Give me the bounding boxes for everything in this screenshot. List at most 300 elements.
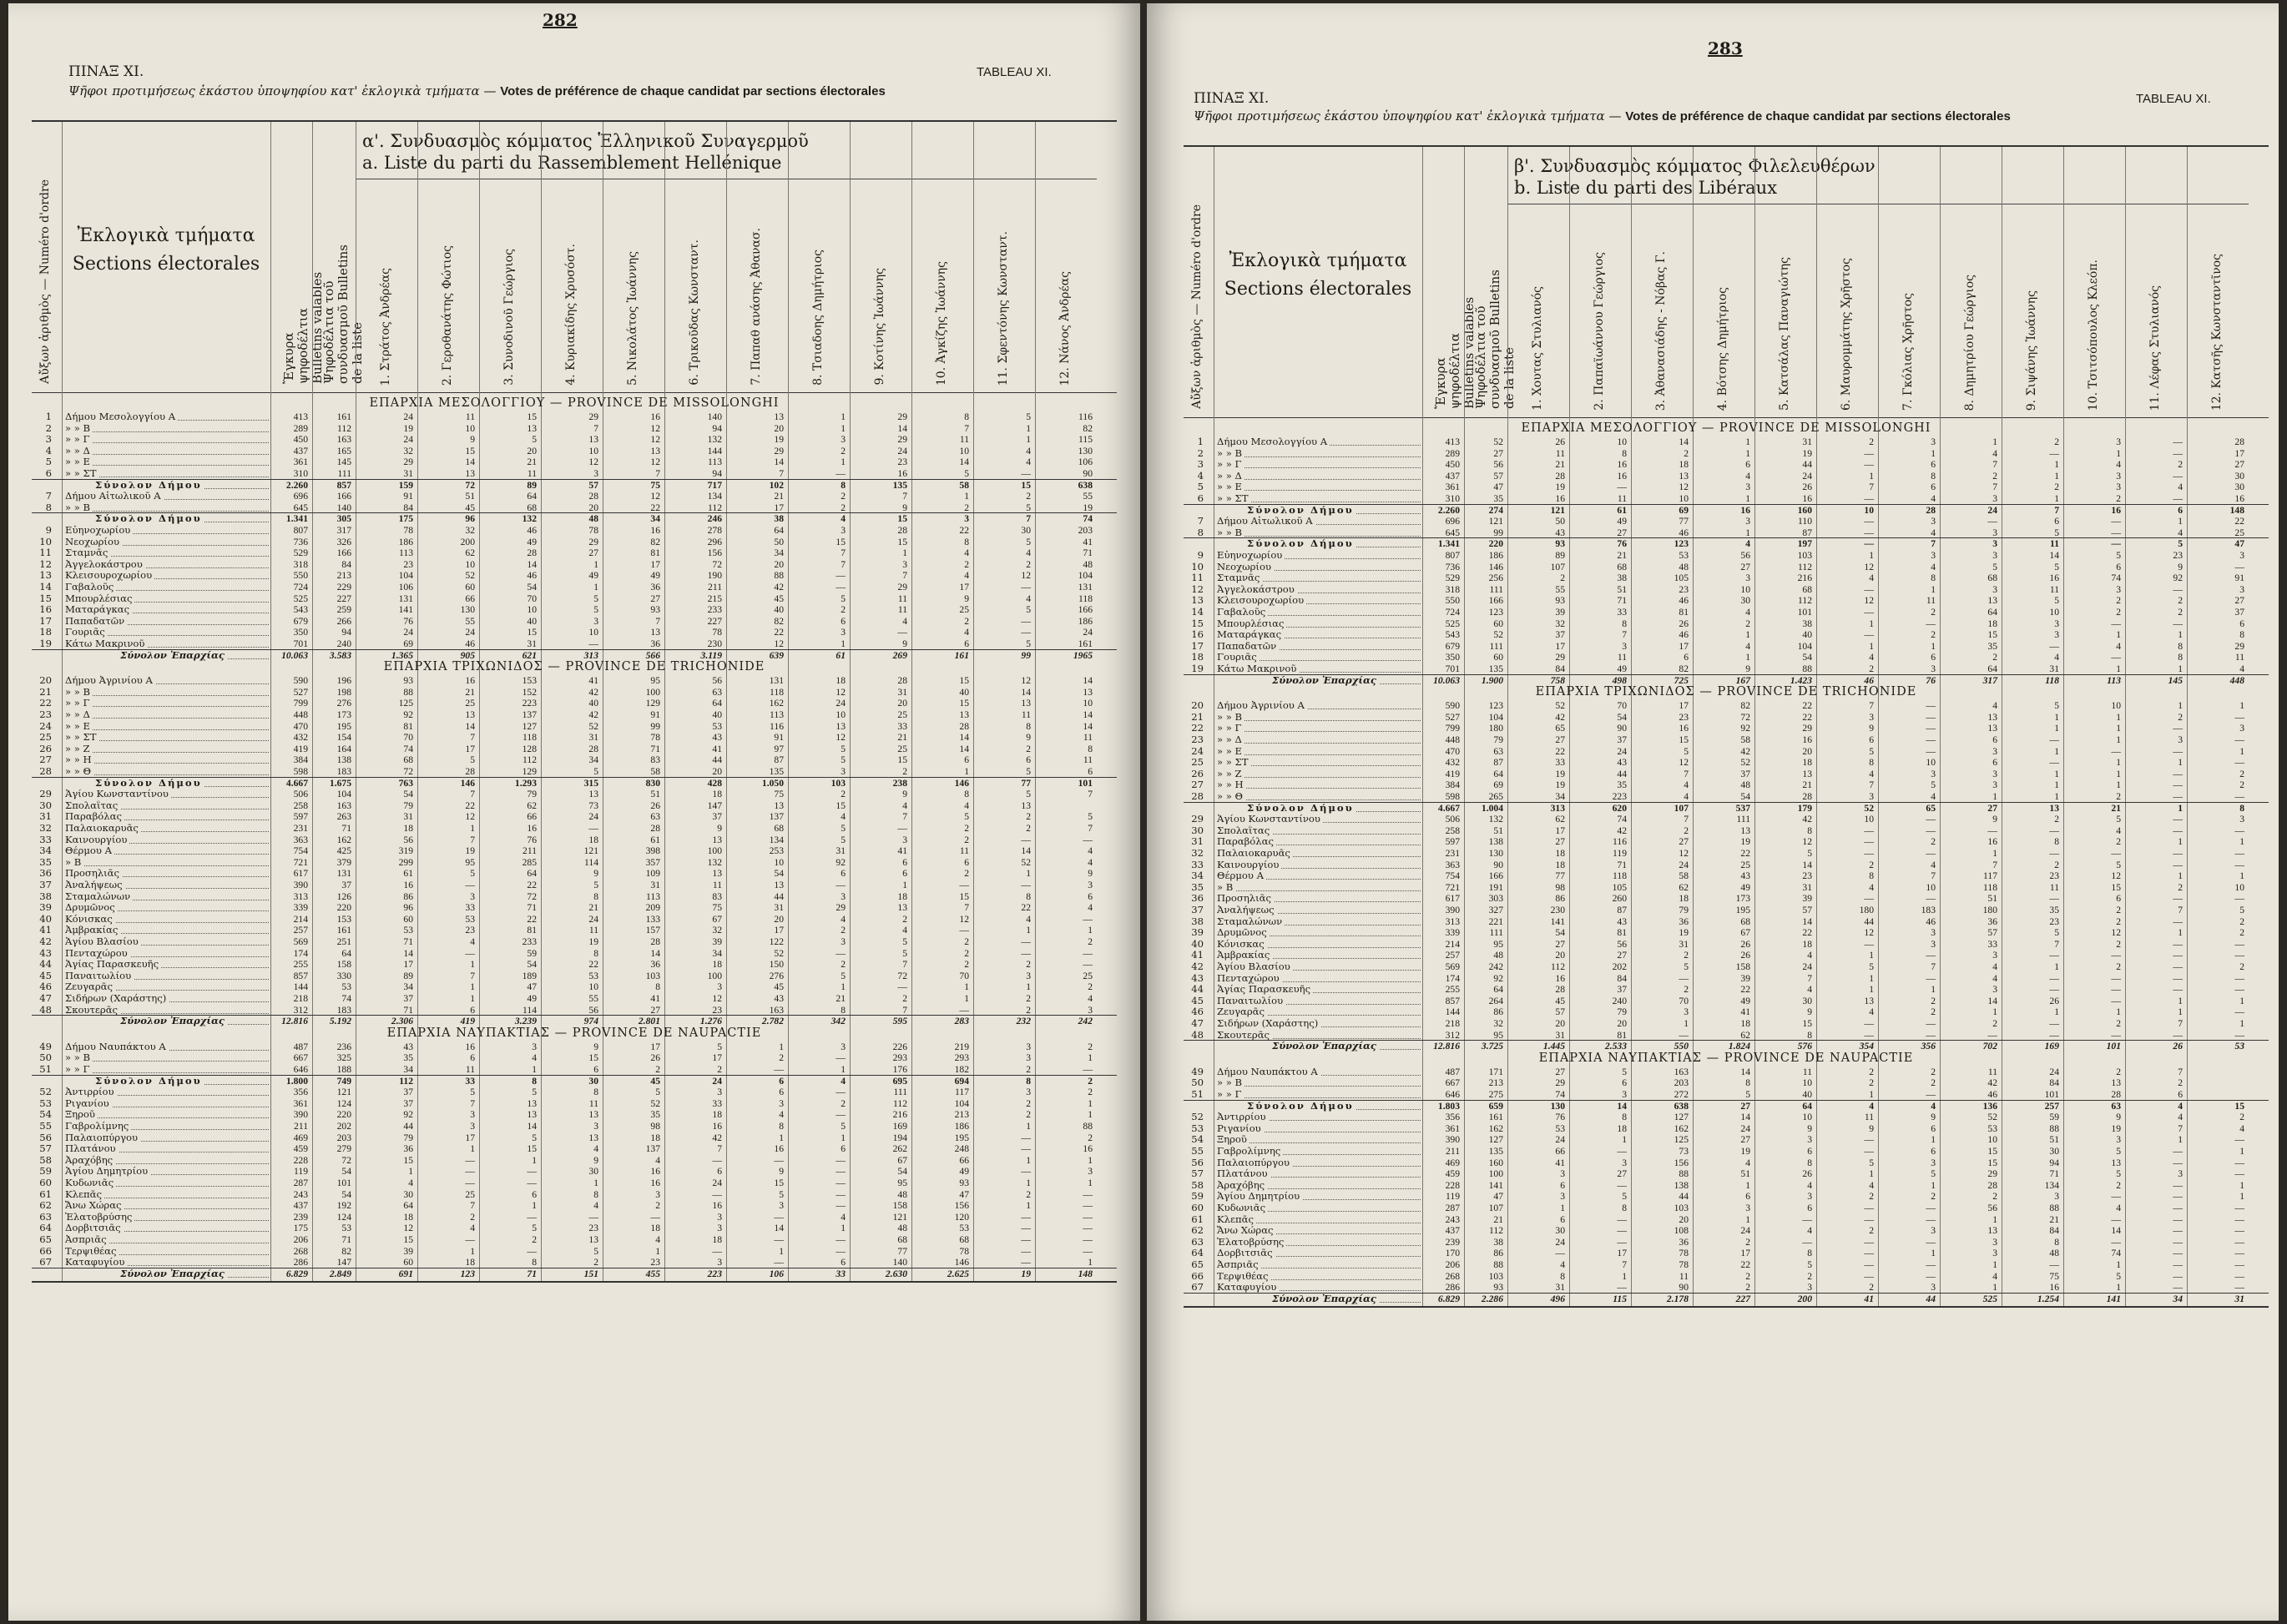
table-row — [32, 687, 1117, 699]
table-row — [1184, 618, 2269, 630]
vote-cell: 2 — [2178, 881, 2183, 893]
vote-cell: 3 — [2116, 1134, 2121, 1146]
vote-cell: 6 — [1807, 1146, 1812, 1157]
row-number: 57 — [1191, 1168, 1204, 1180]
vote-cell: 3 — [717, 1223, 722, 1234]
vote-cell: 45 — [650, 1075, 660, 1087]
vote-cell: 2 — [1931, 995, 1936, 1006]
vote-cell: 11 — [2049, 583, 2059, 595]
vote-cell: 527 — [293, 686, 308, 698]
vote-cell: 437 — [293, 1200, 308, 1212]
vote-cell: 5 — [593, 593, 598, 604]
vote-cell: — — [1083, 1200, 1093, 1212]
vote-cell: 26 — [1740, 950, 1750, 961]
section-name — [1217, 1077, 1421, 1089]
table-row — [32, 698, 1117, 709]
section-name — [65, 559, 269, 571]
table-row — [1184, 700, 2269, 712]
vote-cell: 63 — [2111, 1100, 2121, 1112]
vote-cell: 24 — [1802, 470, 1812, 482]
vote-cell: 113 — [2107, 674, 2121, 686]
row-number: 37 — [1191, 904, 1204, 915]
vote-cell: 2.260 — [285, 479, 308, 491]
row-number: 30 — [1191, 824, 1204, 836]
vote-cell: 57 — [1555, 1006, 1565, 1018]
vote-cell: 140 — [707, 411, 722, 422]
candidate-header: 10. Ἀγκίζης Ἰωάννης — [935, 260, 948, 386]
row-number: 61 — [1191, 1213, 1204, 1225]
section-name-text: » » Δ — [1217, 734, 1244, 745]
section-name-text: Νεοχωρίου — [1217, 562, 1274, 572]
vote-cell: 13 — [527, 422, 537, 434]
vote-cell: 8 — [841, 479, 846, 491]
section-name-text: Ἀναλήψεως — [65, 880, 125, 890]
vote-cell: 84 — [2049, 1225, 2059, 1237]
leader-dots — [1217, 471, 1421, 480]
table-subtitle — [1194, 108, 2011, 124]
vote-cell: — — [1021, 1143, 1031, 1155]
vote-cell: 232 — [1016, 1016, 1031, 1027]
vote-cell: 132 — [1488, 814, 1503, 825]
vote-cell: 7 — [470, 789, 475, 800]
vote-cell: 21 — [2049, 1213, 2059, 1225]
vote-cell: 6 — [2178, 504, 2183, 516]
section-name-text: Ἀντιρρίου — [1217, 1112, 1269, 1122]
vote-cell: 58 — [1679, 870, 1689, 882]
vote-cell: 6 — [964, 638, 969, 649]
section-name — [65, 981, 269, 993]
vote-cell: 317 — [336, 525, 351, 536]
vote-cell: 16 — [403, 880, 413, 890]
section-name-text: Ριγανίου — [1217, 1123, 1264, 1134]
vote-cell: 286 — [1445, 1282, 1460, 1294]
vote-cell: 11 — [1864, 1112, 1874, 1123]
table-row — [32, 547, 1117, 559]
vote-cell: 2 — [1026, 491, 1031, 502]
vote-cell: 13 — [588, 789, 598, 800]
vote-cell: 59 — [527, 947, 537, 959]
vote-cell: 12 — [836, 686, 846, 698]
vote-cell: 66 — [959, 1154, 969, 1166]
table-row — [1184, 448, 2269, 460]
vote-cell: 27 — [1555, 734, 1565, 745]
table-row — [32, 925, 1117, 936]
vote-cell: 19 — [1555, 482, 1565, 493]
vote-cell: 3 — [902, 834, 907, 845]
row-number: 30 — [39, 799, 52, 811]
vote-cell: 3 — [1931, 927, 1936, 939]
vote-cell: — — [1864, 1203, 1874, 1213]
vote-cell: 51 — [1740, 1168, 1750, 1180]
vote-cell: 99 — [650, 720, 660, 732]
vote-cell: 339 — [1445, 927, 1460, 939]
vote-cell: 70 — [1679, 995, 1689, 1006]
vote-cell: 52 — [1864, 802, 1874, 814]
vote-cell: 470 — [1445, 745, 1460, 757]
vote-cell: 6 — [1745, 459, 1750, 471]
vote-cell: 60 — [403, 1257, 413, 1268]
candidate-header: 2. Παπαϊωάννου Γεώργιος — [1593, 252, 1606, 411]
section-name — [65, 537, 269, 548]
vote-cell: — — [1617, 1236, 1627, 1248]
section-name — [1217, 870, 1421, 882]
vote-cell: 43 — [1617, 915, 1627, 927]
vote-cell: 21 — [1493, 1213, 1503, 1225]
vote-cell: — — [2173, 779, 2183, 791]
leader-dots — [65, 423, 269, 432]
vote-cell: 163 — [336, 434, 351, 446]
vote-cell: — — [774, 1257, 784, 1268]
vote-cell: 48 — [1679, 561, 1689, 572]
vote-cell: 10 — [959, 445, 969, 456]
section-name-text: Ἁγίου Βλασίου — [65, 936, 141, 947]
section-name-text: » » ΣΤ — [1217, 493, 1251, 504]
vote-cell: 8 — [779, 1121, 784, 1132]
vote-cell: — — [2173, 825, 2183, 836]
vote-cell: 108 — [1674, 1225, 1689, 1237]
section-name — [1217, 1203, 1421, 1214]
section-name-text: Δήμου Ναυπάκτου Α — [1217, 1067, 1320, 1077]
section-name — [65, 1143, 269, 1155]
vote-cell: 11 — [527, 468, 537, 479]
vote-cell: 701 — [1445, 663, 1460, 674]
vote-cell: 12 — [650, 456, 660, 468]
vote-cell: 19 — [1021, 1268, 1031, 1279]
section-name — [1217, 791, 1421, 803]
vote-cell: 41 — [1083, 536, 1093, 547]
vote-cell: — — [2173, 436, 2183, 447]
vote-cell: 49 — [1740, 995, 1750, 1006]
row-number: 28 — [1191, 790, 1204, 802]
vote-cell: 68 — [774, 823, 784, 834]
vote-cell: 17 — [1617, 1248, 1627, 1259]
vote-cell: 455 — [645, 1268, 660, 1279]
subtitle-french: Votes de préférence de chaque candidat par sections électorales — [1625, 109, 2011, 124]
vote-cell: 30 — [1802, 995, 1812, 1006]
section-name — [65, 971, 269, 982]
page-number: 283 — [1708, 38, 1743, 58]
vote-cell: 209 — [645, 902, 660, 914]
vote-cell: 28 — [588, 491, 598, 502]
vote-cell: 88 — [1083, 1121, 1093, 1132]
vote-cell: 120 — [954, 1211, 969, 1223]
row-number: 3 — [1197, 458, 1204, 471]
vote-cell: 7 — [1992, 482, 1997, 493]
vote-cell: 7 — [470, 732, 475, 744]
vote-cell: 186 — [954, 1121, 969, 1132]
vote-cell: 81 — [1617, 927, 1627, 939]
vote-cell: 54 — [1617, 711, 1627, 723]
vote-cell: 4 — [1745, 640, 1750, 652]
vote-cell: — — [1083, 913, 1093, 925]
vote-cell: 6 — [1560, 1213, 1565, 1225]
vote-cell: 159 — [398, 479, 413, 491]
vote-cell: 799 — [293, 698, 308, 709]
section-name — [1217, 961, 1421, 973]
vote-cell: 569 — [293, 936, 308, 947]
vote-cell: 721 — [293, 856, 308, 868]
vote-cell: 13 — [2111, 1157, 2121, 1168]
vote-cell: 157 — [645, 925, 660, 936]
order-number-header: Αὔξων ἀριθμὸς — Numéro d'ordre — [38, 179, 52, 384]
vote-cell: 16 — [712, 1200, 722, 1212]
vote-cell: 3 — [841, 890, 846, 902]
vote-cell: 3 — [841, 434, 846, 446]
vote-cell: 12 — [650, 422, 660, 434]
vote-cell: 33 — [465, 902, 475, 914]
vote-cell: 18 — [1555, 848, 1565, 859]
vote-cell: 34 — [403, 981, 413, 993]
vote-cell: 645 — [1445, 527, 1460, 538]
vote-cell: 25 — [1083, 970, 1093, 981]
vote-cell: 126 — [336, 890, 351, 902]
vote-cell: 5 — [532, 434, 537, 446]
row-number: 14 — [39, 581, 52, 593]
vote-cell: 71 — [650, 743, 660, 754]
row-number: 20 — [1191, 699, 1204, 712]
vote-cell: 1 — [1992, 1006, 1997, 1018]
vote-cell: 52 — [1021, 856, 1031, 868]
vote-cell: — — [2173, 768, 2183, 779]
section-name — [65, 811, 269, 823]
vote-cell: 26 — [1740, 938, 1750, 950]
vote-cell: 121 — [892, 1211, 907, 1223]
vote-cell: 1 — [841, 981, 846, 993]
vote-cell: 53 — [1679, 550, 1689, 561]
vote-cell: 13 — [1802, 768, 1812, 779]
vote-cell: 2 — [841, 491, 846, 502]
table-row — [1184, 1225, 2269, 1237]
vote-cell: 57 — [1802, 905, 1812, 915]
row-number: 40 — [1191, 937, 1204, 950]
vote-cell: 1 — [2239, 1146, 2244, 1157]
vote-cell: 8 — [964, 411, 969, 422]
vote-cell: 15 — [527, 411, 537, 422]
vote-cell: 53 — [341, 1223, 351, 1234]
vote-cell: 7 — [902, 491, 907, 502]
vote-cell: 92 — [836, 856, 846, 868]
vote-cell: — — [1083, 959, 1093, 971]
vote-cell: 211 — [294, 1121, 308, 1132]
vote-cell: 5 — [593, 880, 598, 890]
row-number: 40 — [39, 912, 52, 925]
vote-cell: 25 — [1740, 859, 1750, 870]
vote-cell: 2 — [2116, 607, 2121, 618]
vote-cell: 30 — [2234, 482, 2244, 493]
vote-cell: 42 — [588, 709, 598, 720]
section-name-text: Σύνολον Ἐπαρχίας — [1272, 1041, 1379, 1052]
vote-cell: 71 — [403, 936, 413, 947]
vote-cell: — — [2234, 893, 2244, 905]
vote-cell: 7 — [1684, 814, 1689, 825]
vote-cell: 166 — [1078, 604, 1093, 616]
vote-cell: 19 — [1083, 502, 1093, 513]
vote-cell: 14 — [2111, 1225, 2121, 1237]
vote-cell: 5 — [964, 468, 969, 479]
vote-cell: 2 — [1869, 1191, 1874, 1203]
vote-cell: 6 — [593, 1064, 598, 1075]
vote-cell: 13 — [1083, 686, 1093, 698]
vote-cell: 1 — [1869, 950, 1874, 961]
vote-cell: 174 — [293, 947, 308, 959]
vote-cell: — — [1926, 1270, 1936, 1282]
vote-cell: 8 — [593, 1087, 598, 1098]
table-row — [1184, 734, 2269, 746]
section-name — [1217, 1180, 1421, 1192]
vote-cell: 134 — [2044, 1179, 2059, 1191]
vote-cell: 1 — [1088, 1052, 1093, 1064]
vote-cell: 106 — [398, 582, 413, 593]
row-number: 13 — [1191, 594, 1204, 607]
vote-cell: 2 — [2116, 1018, 2121, 1029]
vote-cell: 4 — [1931, 527, 1936, 538]
vote-cell: — — [959, 1004, 969, 1016]
vote-cell: 106 — [769, 1268, 784, 1279]
vote-cell: 28 — [1555, 984, 1565, 996]
vote-cell: 9 — [1807, 1122, 1812, 1134]
vote-cell: 5 — [1026, 502, 1031, 513]
row-number: 17 — [39, 614, 52, 627]
table-row — [32, 959, 1117, 971]
vote-cell: 18 — [897, 890, 907, 902]
vote-cell: 158 — [892, 1200, 907, 1212]
vote-cell: 95 — [465, 856, 475, 868]
table-row — [1184, 471, 2269, 482]
section-name-text: Σπολαΐτας — [1217, 825, 1272, 836]
vote-cell: 4 — [1869, 1179, 1874, 1191]
vote-cell: 6 — [1931, 482, 1936, 493]
section-name-text: » » Ε — [65, 456, 93, 467]
vote-cell: 9 — [1992, 814, 1997, 825]
vote-cell: 12.816 — [281, 1016, 308, 1027]
vote-cell: 7 — [2178, 1066, 2183, 1077]
vote-cell: 13 — [588, 1109, 598, 1121]
section-name-text: Ἀσπριᾶς — [65, 1234, 109, 1245]
vote-cell: 93 — [650, 604, 660, 616]
vote-cell: — — [1926, 700, 1936, 712]
vote-cell: 2 — [2116, 1179, 2121, 1191]
section-name-text: Δρυμῶνος — [65, 902, 118, 913]
vote-cell: — — [712, 1154, 722, 1166]
vote-cell: 496 — [1550, 1293, 1565, 1304]
row-number: 34 — [39, 845, 52, 857]
vote-cell: 23 — [897, 456, 907, 468]
vote-cell: 15 — [774, 1178, 784, 1188]
vote-cell: 4 — [1807, 950, 1812, 961]
section-name — [65, 1109, 269, 1121]
vote-cell: 8 — [2239, 802, 2244, 814]
table-row — [1184, 870, 2269, 882]
vote-cell: 1 — [2054, 779, 2059, 791]
vote-cell: 4 — [1807, 984, 1812, 996]
vote-cell: 11 — [465, 411, 475, 422]
vote-cell: 2 — [2054, 814, 2059, 825]
table-row — [1184, 1248, 2269, 1259]
vote-cell: — — [2234, 984, 2244, 996]
vote-cell: 219 — [954, 1041, 969, 1052]
vote-cell: 17 — [774, 925, 784, 936]
vote-cell: 26 — [2173, 1041, 2183, 1052]
vote-cell: 83 — [712, 890, 722, 902]
vote-cell: 16 — [2234, 493, 2244, 504]
section-name-text: Σύνολον Δήμου — [1247, 505, 1356, 516]
vote-cell: — — [2234, 1006, 2244, 1018]
vote-cell: — — [897, 823, 907, 834]
vote-cell: 2 — [1931, 1006, 1936, 1018]
vote-cell: — — [2234, 950, 2244, 961]
vote-cell: 37 — [1617, 984, 1627, 996]
leader-dots — [1217, 1077, 1421, 1087]
vote-cell: 10 — [2234, 881, 2244, 893]
vote-cell: 12 — [774, 638, 784, 649]
section-name-text: Σταμνᾶς — [1217, 572, 1262, 583]
vote-cell: 34 — [712, 947, 722, 959]
vote-cell: 620 — [1612, 802, 1627, 814]
vote-cell: 2 — [1745, 1270, 1750, 1282]
vote-cell: 16 — [1083, 1143, 1093, 1155]
vote-cell: 231 — [293, 823, 308, 834]
vote-cell: 60 — [465, 582, 475, 593]
vote-cell: 42 — [1740, 745, 1750, 757]
vote-cell: 5 — [1684, 961, 1689, 972]
section-name — [65, 468, 269, 480]
vote-cell: — — [1617, 1213, 1627, 1225]
section-name — [1217, 618, 1421, 630]
vote-cell: 5 — [1026, 638, 1031, 649]
vote-cell: 135 — [1488, 663, 1503, 674]
vote-cell: 34 — [403, 1064, 413, 1075]
vote-cell: 11 — [1987, 1066, 1997, 1077]
vote-cell: 1 — [902, 547, 907, 559]
table-row — [1184, 984, 2269, 996]
vote-cell: — — [1083, 834, 1093, 845]
vote-cell: 2 — [1026, 1097, 1031, 1109]
vote-cell: 303 — [1488, 893, 1503, 905]
vote-cell: 166 — [1488, 595, 1503, 607]
vote-cell: 117 — [955, 1087, 969, 1098]
vote-cell: 158 — [1735, 961, 1750, 972]
section-name — [1217, 734, 1421, 746]
vote-cell: 10 — [1617, 436, 1627, 447]
vote-cell: 2 — [1684, 950, 1689, 961]
section-name-text: » » Γ — [1217, 459, 1244, 470]
vote-cell: — — [2111, 1213, 2121, 1225]
vote-cell: 5 — [1026, 536, 1031, 547]
section-name — [1247, 505, 1421, 517]
vote-cell: 3 — [1622, 1089, 1627, 1100]
vote-cell: 9 — [779, 1166, 784, 1178]
section-name — [65, 502, 269, 514]
vote-cell: 213 — [1488, 1077, 1503, 1089]
vote-cell: 230 — [707, 638, 722, 649]
row-number: 5 — [45, 456, 52, 468]
vote-cell: 44 — [1679, 1191, 1689, 1203]
vote-cell: 31 — [1555, 1029, 1565, 1041]
vote-cell: 46 — [465, 638, 475, 649]
subtitle-french: Votes de préférence de chaque candidat par sections électorales — [500, 84, 886, 98]
vote-cell: 23 — [1802, 870, 1812, 882]
subtitle-greek: Ψῆφοι προτιμήσεως ἑκάστου ὑποψηφίου κατ' ἐκλογικὰ τμήματα — [68, 83, 480, 98]
vote-cell: 5 — [655, 1087, 660, 1098]
vote-cell: 5 — [902, 936, 907, 947]
vote-cell: — — [2049, 825, 2059, 836]
vote-cell: 13 — [774, 880, 784, 890]
table-row — [32, 800, 1117, 812]
vote-cell: 104 — [1797, 640, 1812, 652]
vote-cell: — — [774, 1154, 784, 1166]
vote-cell: 470 — [293, 720, 308, 732]
vote-cell: 2 — [841, 789, 846, 800]
